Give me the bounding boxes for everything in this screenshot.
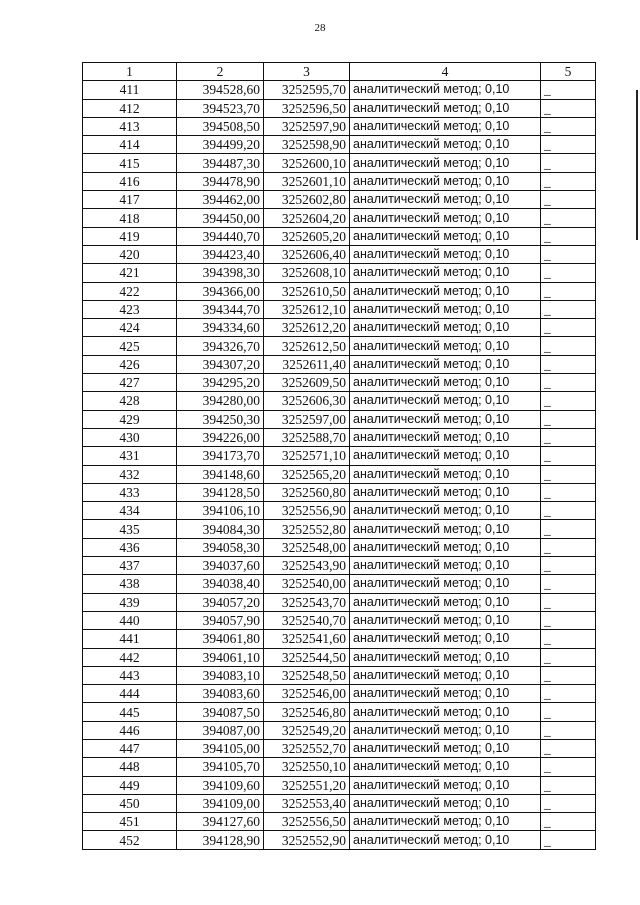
y-coordinate-cell: 3252552,70 [264, 739, 350, 757]
method-accuracy-cell: аналитический метод; 0,10 [350, 264, 541, 282]
table-row [83, 831, 596, 849]
table-row [83, 575, 596, 593]
header-col-4: 4 [350, 63, 541, 81]
table-row [83, 264, 596, 282]
point-number-cell: 419 [83, 227, 177, 245]
method-accuracy-cell: аналитический метод; 0,10 [350, 831, 541, 849]
table-row [83, 776, 596, 794]
note-cell: _ [541, 337, 596, 355]
note-cell: _ [541, 666, 596, 684]
y-coordinate-cell: 3252600,10 [264, 154, 350, 172]
y-coordinate-cell: 3252610,50 [264, 282, 350, 300]
point-number-cell: 417 [83, 191, 177, 209]
x-coordinate-cell: 394440,70 [177, 227, 264, 245]
table-row [83, 81, 596, 99]
y-coordinate-cell: 3252560,80 [264, 483, 350, 501]
method-accuracy-cell: аналитический метод; 0,10 [350, 136, 541, 154]
y-coordinate-cell: 3252596,50 [264, 99, 350, 117]
method-accuracy-cell: аналитический метод; 0,10 [350, 447, 541, 465]
table-row [83, 520, 596, 538]
method-accuracy-cell: аналитический метод; 0,10 [350, 282, 541, 300]
x-coordinate-cell: 394344,70 [177, 300, 264, 318]
note-cell: _ [541, 154, 596, 172]
table-header [83, 63, 596, 81]
y-coordinate-cell: 3252606,40 [264, 245, 350, 263]
x-coordinate-cell: 394128,90 [177, 831, 264, 849]
header-col-1: 1 [83, 63, 177, 81]
method-accuracy-cell: аналитический метод; 0,10 [350, 355, 541, 373]
note-cell: _ [541, 593, 596, 611]
method-accuracy-cell: аналитический метод; 0,10 [350, 392, 541, 410]
method-accuracy-cell: аналитический метод; 0,10 [350, 172, 541, 190]
note-cell: _ [541, 227, 596, 245]
note-cell: _ [541, 264, 596, 282]
x-coordinate-cell: 394128,50 [177, 483, 264, 501]
x-coordinate-cell: 394326,70 [177, 337, 264, 355]
point-number-cell: 434 [83, 502, 177, 520]
y-coordinate-cell: 3252540,00 [264, 575, 350, 593]
point-number-cell: 450 [83, 794, 177, 812]
y-coordinate-cell: 3252597,90 [264, 117, 350, 135]
x-coordinate-cell: 394083,60 [177, 685, 264, 703]
header-col-3: 3 [264, 63, 350, 81]
x-coordinate-cell: 394038,40 [177, 575, 264, 593]
table-row [83, 99, 596, 117]
x-coordinate-cell: 394087,00 [177, 721, 264, 739]
point-number-cell: 422 [83, 282, 177, 300]
y-coordinate-cell: 3252556,50 [264, 813, 350, 831]
table-row [83, 374, 596, 392]
point-number-cell: 420 [83, 245, 177, 263]
note-cell: _ [541, 428, 596, 446]
point-number-cell: 423 [83, 300, 177, 318]
x-coordinate-cell: 394462,00 [177, 191, 264, 209]
point-number-cell: 440 [83, 611, 177, 629]
table-row [83, 300, 596, 318]
point-number-cell: 445 [83, 703, 177, 721]
x-coordinate-cell: 394523,70 [177, 99, 264, 117]
table-row [83, 410, 596, 428]
y-coordinate-cell: 3252552,90 [264, 831, 350, 849]
x-coordinate-cell: 394037,60 [177, 557, 264, 575]
table-row [83, 465, 596, 483]
table-row [83, 794, 596, 812]
note-cell: _ [541, 300, 596, 318]
y-coordinate-cell: 3252595,70 [264, 81, 350, 99]
point-number-cell: 448 [83, 758, 177, 776]
table-row [83, 611, 596, 629]
note-cell: _ [541, 739, 596, 757]
x-coordinate-cell: 394423,40 [177, 245, 264, 263]
note-cell: _ [541, 172, 596, 190]
note-cell: _ [541, 630, 596, 648]
table-row [83, 593, 596, 611]
y-coordinate-cell: 3252588,70 [264, 428, 350, 446]
table-row [83, 245, 596, 263]
table-row [83, 172, 596, 190]
point-number-cell: 427 [83, 374, 177, 392]
page-edge-mark [636, 90, 638, 240]
y-coordinate-cell: 3252546,80 [264, 703, 350, 721]
y-coordinate-cell: 3252548,00 [264, 538, 350, 556]
x-coordinate-cell: 394106,10 [177, 502, 264, 520]
point-number-cell: 418 [83, 209, 177, 227]
method-accuracy-cell: аналитический метод; 0,10 [350, 154, 541, 172]
method-accuracy-cell: аналитический метод; 0,10 [350, 538, 541, 556]
note-cell: _ [541, 813, 596, 831]
method-accuracy-cell: аналитический метод; 0,10 [350, 630, 541, 648]
y-coordinate-cell: 3252543,70 [264, 593, 350, 611]
y-coordinate-cell: 3252551,20 [264, 776, 350, 794]
note-cell: _ [541, 611, 596, 629]
table-row [83, 758, 596, 776]
method-accuracy-cell: аналитический метод; 0,10 [350, 483, 541, 501]
method-accuracy-cell: аналитический метод; 0,10 [350, 703, 541, 721]
header-col-2: 2 [177, 63, 264, 81]
y-coordinate-cell: 3252553,40 [264, 794, 350, 812]
table-row [83, 666, 596, 684]
method-accuracy-cell: аналитический метод; 0,10 [350, 428, 541, 446]
point-number-cell: 428 [83, 392, 177, 410]
note-cell: _ [541, 703, 596, 721]
note-cell: _ [541, 117, 596, 135]
method-accuracy-cell: аналитический метод; 0,10 [350, 575, 541, 593]
x-coordinate-cell: 394226,00 [177, 428, 264, 446]
note-cell: _ [541, 81, 596, 99]
x-coordinate-cell: 394173,70 [177, 447, 264, 465]
point-number-cell: 446 [83, 721, 177, 739]
note-cell: _ [541, 648, 596, 666]
method-accuracy-cell: аналитический метод; 0,10 [350, 337, 541, 355]
method-accuracy-cell: аналитический метод; 0,10 [350, 227, 541, 245]
table-row [83, 739, 596, 757]
point-number-cell: 430 [83, 428, 177, 446]
method-accuracy-cell: аналитический метод; 0,10 [350, 117, 541, 135]
x-coordinate-cell: 394061,80 [177, 630, 264, 648]
note-cell: _ [541, 282, 596, 300]
point-number-cell: 444 [83, 685, 177, 703]
method-accuracy-cell: аналитический метод; 0,10 [350, 739, 541, 757]
point-number-cell: 441 [83, 630, 177, 648]
method-accuracy-cell: аналитический метод; 0,10 [350, 99, 541, 117]
point-number-cell: 433 [83, 483, 177, 501]
table-row [83, 282, 596, 300]
method-accuracy-cell: аналитический метод; 0,10 [350, 721, 541, 739]
point-number-cell: 443 [83, 666, 177, 684]
table-row [83, 502, 596, 520]
point-number-cell: 412 [83, 99, 177, 117]
x-coordinate-cell: 394366,00 [177, 282, 264, 300]
note-cell: _ [541, 776, 596, 794]
table-row [83, 227, 596, 245]
y-coordinate-cell: 3252540,70 [264, 611, 350, 629]
y-coordinate-cell: 3252546,00 [264, 685, 350, 703]
point-number-cell: 451 [83, 813, 177, 831]
table-row [83, 428, 596, 446]
method-accuracy-cell: аналитический метод; 0,10 [350, 758, 541, 776]
point-number-cell: 447 [83, 739, 177, 757]
x-coordinate-cell: 394084,30 [177, 520, 264, 538]
note-cell: _ [541, 575, 596, 593]
note-cell: _ [541, 502, 596, 520]
table-row [83, 136, 596, 154]
method-accuracy-cell: аналитический метод; 0,10 [350, 502, 541, 520]
table-row [83, 117, 596, 135]
method-accuracy-cell: аналитический метод; 0,10 [350, 191, 541, 209]
point-number-cell: 435 [83, 520, 177, 538]
table-row [83, 557, 596, 575]
y-coordinate-cell: 3252571,10 [264, 447, 350, 465]
x-coordinate-cell: 394105,70 [177, 758, 264, 776]
point-number-cell: 431 [83, 447, 177, 465]
y-coordinate-cell: 3252543,90 [264, 557, 350, 575]
header-row [83, 63, 596, 81]
method-accuracy-cell: аналитический метод; 0,10 [350, 611, 541, 629]
x-coordinate-cell: 394487,30 [177, 154, 264, 172]
note-cell: _ [541, 794, 596, 812]
point-number-cell: 436 [83, 538, 177, 556]
table-row [83, 355, 596, 373]
y-coordinate-cell: 3252605,20 [264, 227, 350, 245]
note-cell: _ [541, 447, 596, 465]
method-accuracy-cell: аналитический метод; 0,10 [350, 776, 541, 794]
point-number-cell: 421 [83, 264, 177, 282]
method-accuracy-cell: аналитический метод; 0,10 [350, 557, 541, 575]
x-coordinate-cell: 394109,00 [177, 794, 264, 812]
y-coordinate-cell: 3252565,20 [264, 465, 350, 483]
note-cell: _ [541, 99, 596, 117]
note-cell: _ [541, 136, 596, 154]
point-number-cell: 432 [83, 465, 177, 483]
x-coordinate-cell: 394398,30 [177, 264, 264, 282]
method-accuracy-cell: аналитический метод; 0,10 [350, 465, 541, 483]
table-row [83, 209, 596, 227]
note-cell: _ [541, 355, 596, 373]
x-coordinate-cell: 394087,50 [177, 703, 264, 721]
point-number-cell: 416 [83, 172, 177, 190]
method-accuracy-cell: аналитический метод; 0,10 [350, 666, 541, 684]
x-coordinate-cell: 394307,20 [177, 355, 264, 373]
y-coordinate-cell: 3252611,40 [264, 355, 350, 373]
table-row [83, 721, 596, 739]
y-coordinate-cell: 3252612,50 [264, 337, 350, 355]
y-coordinate-cell: 3252550,10 [264, 758, 350, 776]
x-coordinate-cell: 394058,30 [177, 538, 264, 556]
x-coordinate-cell: 394499,20 [177, 136, 264, 154]
note-cell: _ [541, 191, 596, 209]
table-row [83, 483, 596, 501]
x-coordinate-cell: 394083,10 [177, 666, 264, 684]
note-cell: _ [541, 319, 596, 337]
note-cell: _ [541, 538, 596, 556]
x-coordinate-cell: 394105,00 [177, 739, 264, 757]
note-cell: _ [541, 758, 596, 776]
table-row [83, 154, 596, 172]
method-accuracy-cell: аналитический метод; 0,10 [350, 81, 541, 99]
table-row [83, 648, 596, 666]
table-row [83, 191, 596, 209]
table-row [83, 337, 596, 355]
x-coordinate-cell: 394295,20 [177, 374, 264, 392]
note-cell: _ [541, 483, 596, 501]
note-cell: _ [541, 685, 596, 703]
point-number-cell: 442 [83, 648, 177, 666]
note-cell: _ [541, 520, 596, 538]
point-number-cell: 452 [83, 831, 177, 849]
y-coordinate-cell: 3252597,00 [264, 410, 350, 428]
table-row [83, 319, 596, 337]
method-accuracy-cell: аналитический метод; 0,10 [350, 410, 541, 428]
point-number-cell: 425 [83, 337, 177, 355]
y-coordinate-cell: 3252608,10 [264, 264, 350, 282]
coordinates-table [82, 62, 596, 850]
y-coordinate-cell: 3252552,80 [264, 520, 350, 538]
table-row [83, 392, 596, 410]
table-row [83, 447, 596, 465]
point-number-cell: 426 [83, 355, 177, 373]
point-number-cell: 411 [83, 81, 177, 99]
point-number-cell: 438 [83, 575, 177, 593]
table-row [83, 685, 596, 703]
method-accuracy-cell: аналитический метод; 0,10 [350, 374, 541, 392]
y-coordinate-cell: 3252609,50 [264, 374, 350, 392]
table-row [83, 703, 596, 721]
method-accuracy-cell: аналитический метод; 0,10 [350, 520, 541, 538]
note-cell: _ [541, 245, 596, 263]
note-cell: _ [541, 209, 596, 227]
table-body [83, 81, 596, 849]
y-coordinate-cell: 3252549,20 [264, 721, 350, 739]
method-accuracy-cell: аналитический метод; 0,10 [350, 813, 541, 831]
y-coordinate-cell: 3252601,10 [264, 172, 350, 190]
method-accuracy-cell: аналитический метод; 0,10 [350, 300, 541, 318]
method-accuracy-cell: аналитический метод; 0,10 [350, 794, 541, 812]
method-accuracy-cell: аналитический метод; 0,10 [350, 319, 541, 337]
x-coordinate-cell: 394057,20 [177, 593, 264, 611]
point-number-cell: 414 [83, 136, 177, 154]
x-coordinate-cell: 394057,90 [177, 611, 264, 629]
x-coordinate-cell: 394528,60 [177, 81, 264, 99]
y-coordinate-cell: 3252612,10 [264, 300, 350, 318]
point-number-cell: 429 [83, 410, 177, 428]
y-coordinate-cell: 3252612,20 [264, 319, 350, 337]
y-coordinate-cell: 3252598,90 [264, 136, 350, 154]
x-coordinate-cell: 394334,60 [177, 319, 264, 337]
note-cell: _ [541, 410, 596, 428]
y-coordinate-cell: 3252544,50 [264, 648, 350, 666]
point-number-cell: 437 [83, 557, 177, 575]
y-coordinate-cell: 3252604,20 [264, 209, 350, 227]
method-accuracy-cell: аналитический метод; 0,10 [350, 593, 541, 611]
table-row [83, 538, 596, 556]
method-accuracy-cell: аналитический метод; 0,10 [350, 245, 541, 263]
x-coordinate-cell: 394127,60 [177, 813, 264, 831]
method-accuracy-cell: аналитический метод; 0,10 [350, 648, 541, 666]
x-coordinate-cell: 394280,00 [177, 392, 264, 410]
y-coordinate-cell: 3252602,80 [264, 191, 350, 209]
y-coordinate-cell: 3252548,50 [264, 666, 350, 684]
x-coordinate-cell: 394508,50 [177, 117, 264, 135]
header-col-5: 5 [541, 63, 596, 81]
note-cell: _ [541, 831, 596, 849]
note-cell: _ [541, 557, 596, 575]
note-cell: _ [541, 392, 596, 410]
point-number-cell: 449 [83, 776, 177, 794]
page-number: 28 [314, 22, 326, 34]
point-number-cell: 439 [83, 593, 177, 611]
x-coordinate-cell: 394061,10 [177, 648, 264, 666]
x-coordinate-cell: 394250,30 [177, 410, 264, 428]
note-cell: _ [541, 374, 596, 392]
method-accuracy-cell: аналитический метод; 0,10 [350, 209, 541, 227]
note-cell: _ [541, 721, 596, 739]
table-row [83, 813, 596, 831]
x-coordinate-cell: 394450,00 [177, 209, 264, 227]
y-coordinate-cell: 3252541,60 [264, 630, 350, 648]
y-coordinate-cell: 3252606,30 [264, 392, 350, 410]
note-cell: _ [541, 465, 596, 483]
x-coordinate-cell: 394109,60 [177, 776, 264, 794]
table-row [83, 630, 596, 648]
point-number-cell: 415 [83, 154, 177, 172]
x-coordinate-cell: 394148,60 [177, 465, 264, 483]
method-accuracy-cell: аналитический метод; 0,10 [350, 685, 541, 703]
point-number-cell: 413 [83, 117, 177, 135]
x-coordinate-cell: 394478,90 [177, 172, 264, 190]
y-coordinate-cell: 3252556,90 [264, 502, 350, 520]
point-number-cell: 424 [83, 319, 177, 337]
